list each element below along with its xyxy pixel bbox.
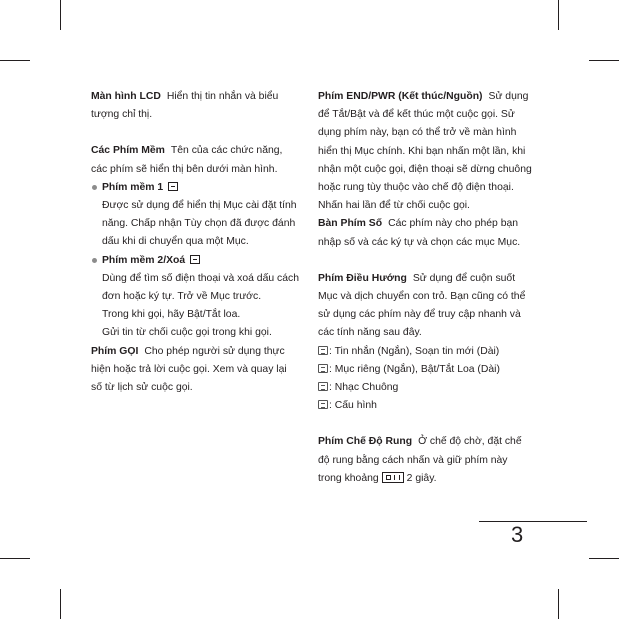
left-column bbox=[91, 88, 299, 397]
softkey-icon bbox=[168, 182, 178, 191]
crop-mark bbox=[558, 589, 559, 619]
right-column bbox=[318, 88, 532, 488]
softkey2-text2: Trong khi gọi, hãy Bật/Tắt loa. bbox=[102, 309, 241, 321]
softkey1-text: Được sử dụng để hiển thị Mục cài đặt tính năng. Chấp nhận Tùy chọn đã được đánh dấu khi di chuyển qua một Mục. bbox=[102, 200, 297, 248]
numkeys-title: Bàn Phím Số bbox=[318, 218, 383, 230]
nav-item bbox=[318, 379, 532, 397]
crop-mark bbox=[558, 0, 559, 30]
softkey2-text1: Dùng để tìm số điện thoại và xoá dấu cách đơn hoặc ký tự. Trở về Mục trước. bbox=[102, 272, 299, 303]
numkeys-paragraph bbox=[318, 215, 532, 251]
crop-mark bbox=[589, 558, 619, 559]
softkey2-title: Phím mềm 2/Xoá bbox=[102, 254, 186, 266]
crop-mark bbox=[0, 60, 30, 61]
vibrate-text1: Ở chế độ chờ, đặt chế độ rung bằng cách nhấn và giữ phím này trong khoảng bbox=[318, 436, 522, 484]
nav-item-text: : Nhạc Chuông bbox=[329, 382, 399, 394]
softkey1-heading bbox=[91, 179, 299, 197]
softkeys-title: Các Phím Mềm bbox=[91, 145, 165, 157]
softkey1-title: Phím mềm 1 bbox=[102, 181, 164, 193]
end-paragraph bbox=[318, 88, 532, 215]
nav-item bbox=[318, 343, 532, 361]
send-paragraph bbox=[91, 343, 299, 398]
vibrate-text2: 2 giây. bbox=[406, 472, 437, 484]
softkey2-text3: Gửi tin từ chối cuộc gọi trong khi gọi. bbox=[102, 327, 272, 339]
nav-down-icon bbox=[318, 400, 328, 409]
bullet-icon bbox=[92, 185, 97, 190]
lcd-title: Màn hình LCD bbox=[91, 91, 161, 102]
softkey-icon bbox=[190, 255, 200, 264]
send-title: Phím GỌI bbox=[91, 345, 139, 357]
nav-paragraph bbox=[318, 270, 532, 343]
lcd-text: Hiển thị tin nhắn và biểu tượng chỉ thị. bbox=[91, 91, 279, 121]
nav-item-text: : Tin nhắn (Ngắn), Soạn tin mới (Dài) bbox=[329, 345, 500, 357]
page-number-rule bbox=[479, 521, 587, 522]
send-text: Cho phép người sử dụng thực hiện hoặc trả lời cuộc gọi. Xem và quay lại số từ lịch sử cuộc gọi. bbox=[91, 345, 287, 394]
nav-item bbox=[318, 361, 532, 379]
end-title: Phím END/PWR (Kết thúc/Nguồn) bbox=[318, 91, 483, 102]
lcd-paragraph bbox=[91, 88, 299, 124]
nav-up-icon bbox=[318, 346, 328, 355]
crop-mark bbox=[0, 558, 30, 559]
crop-mark bbox=[60, 0, 61, 30]
softkeys-text: Tên của các chức năng, các phím sẽ hiển thị bên dưới màn hình. bbox=[91, 145, 283, 175]
nav-text: Sử dụng để cuộn suốt Mục và dịch chuyển con trỏ. Bạn cũng có thể sử dụng các phím này để truy cập nhanh và các tính năng sau đây. bbox=[318, 272, 526, 339]
nav-item bbox=[318, 397, 532, 415]
numkeys-text: Các phím này cho phép bạn nhập số và các ký tự và chọn các mục Mục. bbox=[318, 218, 521, 248]
softkeys-paragraph bbox=[91, 142, 299, 178]
vibrate-paragraph bbox=[318, 433, 532, 488]
page-number: 3 bbox=[511, 522, 524, 547]
nav-title: Phím Điều Hướng bbox=[318, 272, 407, 284]
nav-item-text: : Cấu hình bbox=[329, 400, 377, 412]
crop-mark bbox=[589, 60, 619, 61]
softkey2-heading bbox=[91, 252, 299, 270]
nav-item-text: : Mục riêng (Ngắn), Bật/Tắt Loa (Dài) bbox=[329, 363, 500, 375]
bullet-icon bbox=[92, 258, 97, 263]
nav-right-icon bbox=[318, 382, 328, 391]
vibrate-title: Phím Chế Độ Rung bbox=[318, 436, 413, 448]
vibrate-key-icon bbox=[382, 472, 404, 483]
nav-left-icon bbox=[318, 364, 328, 373]
end-text: Sử dụng để Tắt/Bật và để kết thúc một cuộc gọi. Sử dụng phím này, bạn có thể trở về màn hình hiển thị Mục chính. Khi bạn nhấn một lần, khi nhận một cuộc gọi, điện thoại sẽ dừng chuông hoặc rung tùy thuộc vào chế độ điện thoại. Nhấn hai lần để từ chối cuộc gọi. bbox=[318, 91, 532, 212]
crop-mark bbox=[60, 589, 61, 619]
